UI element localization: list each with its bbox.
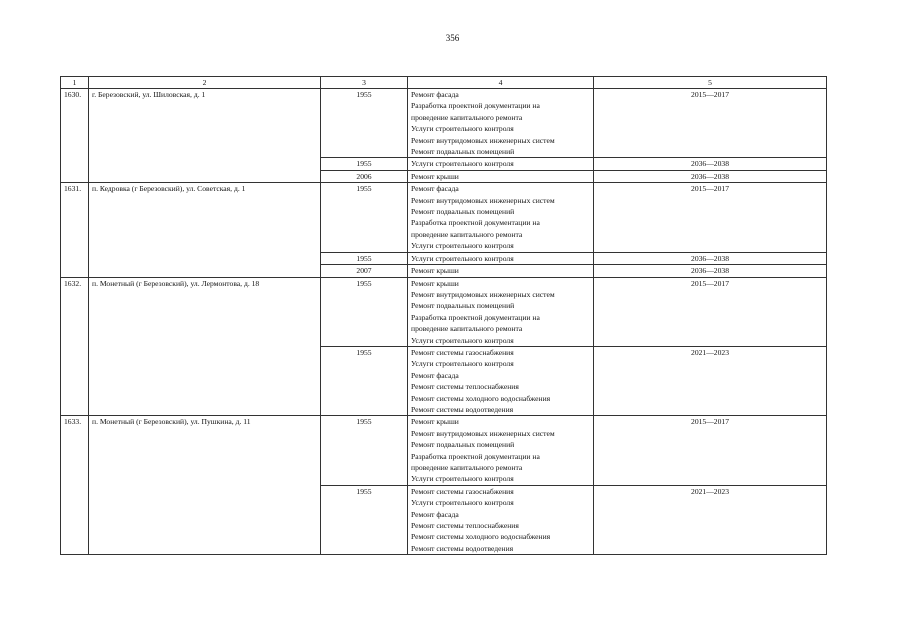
work-item: Ремонт подвальных помещений [411, 147, 515, 157]
period-cell: 2036—2038 [594, 170, 827, 182]
work-item: проведение капитального ремонта [411, 112, 523, 122]
works-cell [408, 277, 594, 346]
work-item: Услуги строительного контроля [411, 359, 514, 369]
record-address: п. Монетный (г Березовский), ул. Лермонтова, д. 18 [89, 277, 321, 416]
record-number: 1633. [61, 416, 89, 555]
year-cell: 1955 [321, 158, 408, 170]
work-item: Ремонт крыши [411, 266, 459, 276]
period-cell: 2036—2038 [594, 252, 827, 264]
work-item: Ремонт внутридомовых инженерных систем [411, 428, 555, 438]
year-cell: 1955 [321, 346, 408, 415]
work-item: Разработка проектной документации на [411, 312, 540, 322]
work-item: Услуги строительного контроля [411, 124, 514, 134]
work-item: Ремонт подвальных помещений [411, 440, 515, 450]
record-number: 1631. [61, 183, 89, 277]
work-item: Ремонт крыши [411, 278, 459, 288]
work-item: Ремонт системы газоснабжения [411, 347, 514, 357]
year-cell: 2007 [321, 265, 408, 277]
record-address: п. Кедровка (г Березовский), ул. Советская, д. 1 [89, 183, 321, 277]
period-cell: 2015—2017 [594, 416, 827, 485]
record-address: г. Березовский, ул. Шиловская, д. 1 [89, 89, 321, 183]
works-cell [408, 183, 594, 252]
repair-schedule-table [60, 76, 827, 555]
work-item: Услуги строительного контроля [411, 335, 514, 345]
year-cell: 1955 [321, 252, 408, 264]
column-header: 4 [408, 77, 594, 89]
table-body [61, 89, 827, 555]
work-item: Ремонт крыши [411, 417, 459, 427]
work-item: Разработка проектной документации на [411, 101, 540, 111]
record-number: 1632. [61, 277, 89, 416]
work-item: проведение капитального ремонта [411, 229, 523, 239]
period-cell: 2036—2038 [594, 158, 827, 170]
work-item: Ремонт фасада [411, 184, 459, 194]
work-item: Услуги строительного контроля [411, 159, 514, 169]
table-row [61, 416, 827, 485]
work-item: Ремонт внутридомовых инженерных систем [411, 289, 555, 299]
table-row [61, 277, 827, 346]
work-item: Услуги строительного контроля [411, 498, 514, 508]
work-item: проведение капитального ремонта [411, 324, 523, 334]
work-item: проведение капитального ремонта [411, 463, 523, 472]
column-header: 5 [594, 77, 827, 89]
period-cell: 2015—2017 [594, 277, 827, 346]
work-item: Ремонт внутридомовых инженерных систем [411, 135, 555, 145]
period-cell: 2015—2017 [594, 89, 827, 158]
work-item: Ремонт подвальных помещений [411, 301, 515, 311]
work-item: Ремонт системы газоснабжения [411, 486, 514, 496]
year-cell: 1955 [321, 416, 408, 485]
work-item: Ремонт фасада [411, 90, 459, 99]
work-item: Ремонт системы теплоснабжения [411, 382, 519, 392]
period-cell: 2021—2023 [594, 346, 827, 415]
works-cell [408, 346, 594, 415]
works-cell [408, 265, 594, 277]
work-item: Ремонт системы водоотведения [411, 543, 514, 553]
year-cell: 1955 [321, 89, 408, 158]
column-header: 1 [61, 77, 89, 89]
works-cell [408, 485, 594, 554]
period-cell: 2015—2017 [594, 183, 827, 252]
work-item: Ремонт системы холодного водоснабжения [411, 393, 551, 403]
work-item: Ремонт подвальных помещений [411, 207, 515, 217]
work-item: Ремонт системы водоотведения [411, 404, 514, 414]
record-number: 1630. [61, 89, 89, 183]
table-header-row [61, 77, 827, 89]
work-item: Разработка проектной документации на [411, 451, 540, 461]
work-item: Услуги строительного контроля [411, 474, 514, 484]
work-item: Ремонт фасада [411, 370, 459, 380]
page-number: 356 [445, 33, 460, 43]
year-cell: 1955 [321, 183, 408, 252]
work-item: Ремонт фасада [411, 509, 459, 519]
column-header: 2 [89, 77, 321, 89]
work-item: Ремонт системы теплоснабжения [411, 521, 519, 531]
column-header: 3 [321, 77, 408, 89]
period-cell: 2036—2038 [594, 265, 827, 277]
works-cell [408, 170, 594, 182]
works-cell [408, 252, 594, 264]
year-cell: 1955 [321, 485, 408, 554]
work-item: Услуги строительного контроля [411, 253, 514, 263]
table-row [61, 89, 827, 158]
record-address: п. Монетный (г Березовский), ул. Пушкина, д. 11 [89, 416, 321, 555]
work-item: Разработка проектной документации на [411, 218, 540, 228]
work-item: Ремонт крыши [411, 171, 459, 181]
work-item: Ремонт системы холодного водоснабжения [411, 532, 551, 542]
work-item: Ремонт внутридомовых инженерных систем [411, 195, 555, 205]
works-cell [408, 416, 594, 485]
year-cell: 1955 [321, 277, 408, 346]
works-cell [408, 158, 594, 170]
works-cell [408, 89, 594, 158]
work-item: Услуги строительного контроля [411, 241, 514, 251]
period-cell: 2021—2023 [594, 485, 827, 554]
year-cell: 2006 [321, 170, 408, 182]
table-row [61, 183, 827, 252]
